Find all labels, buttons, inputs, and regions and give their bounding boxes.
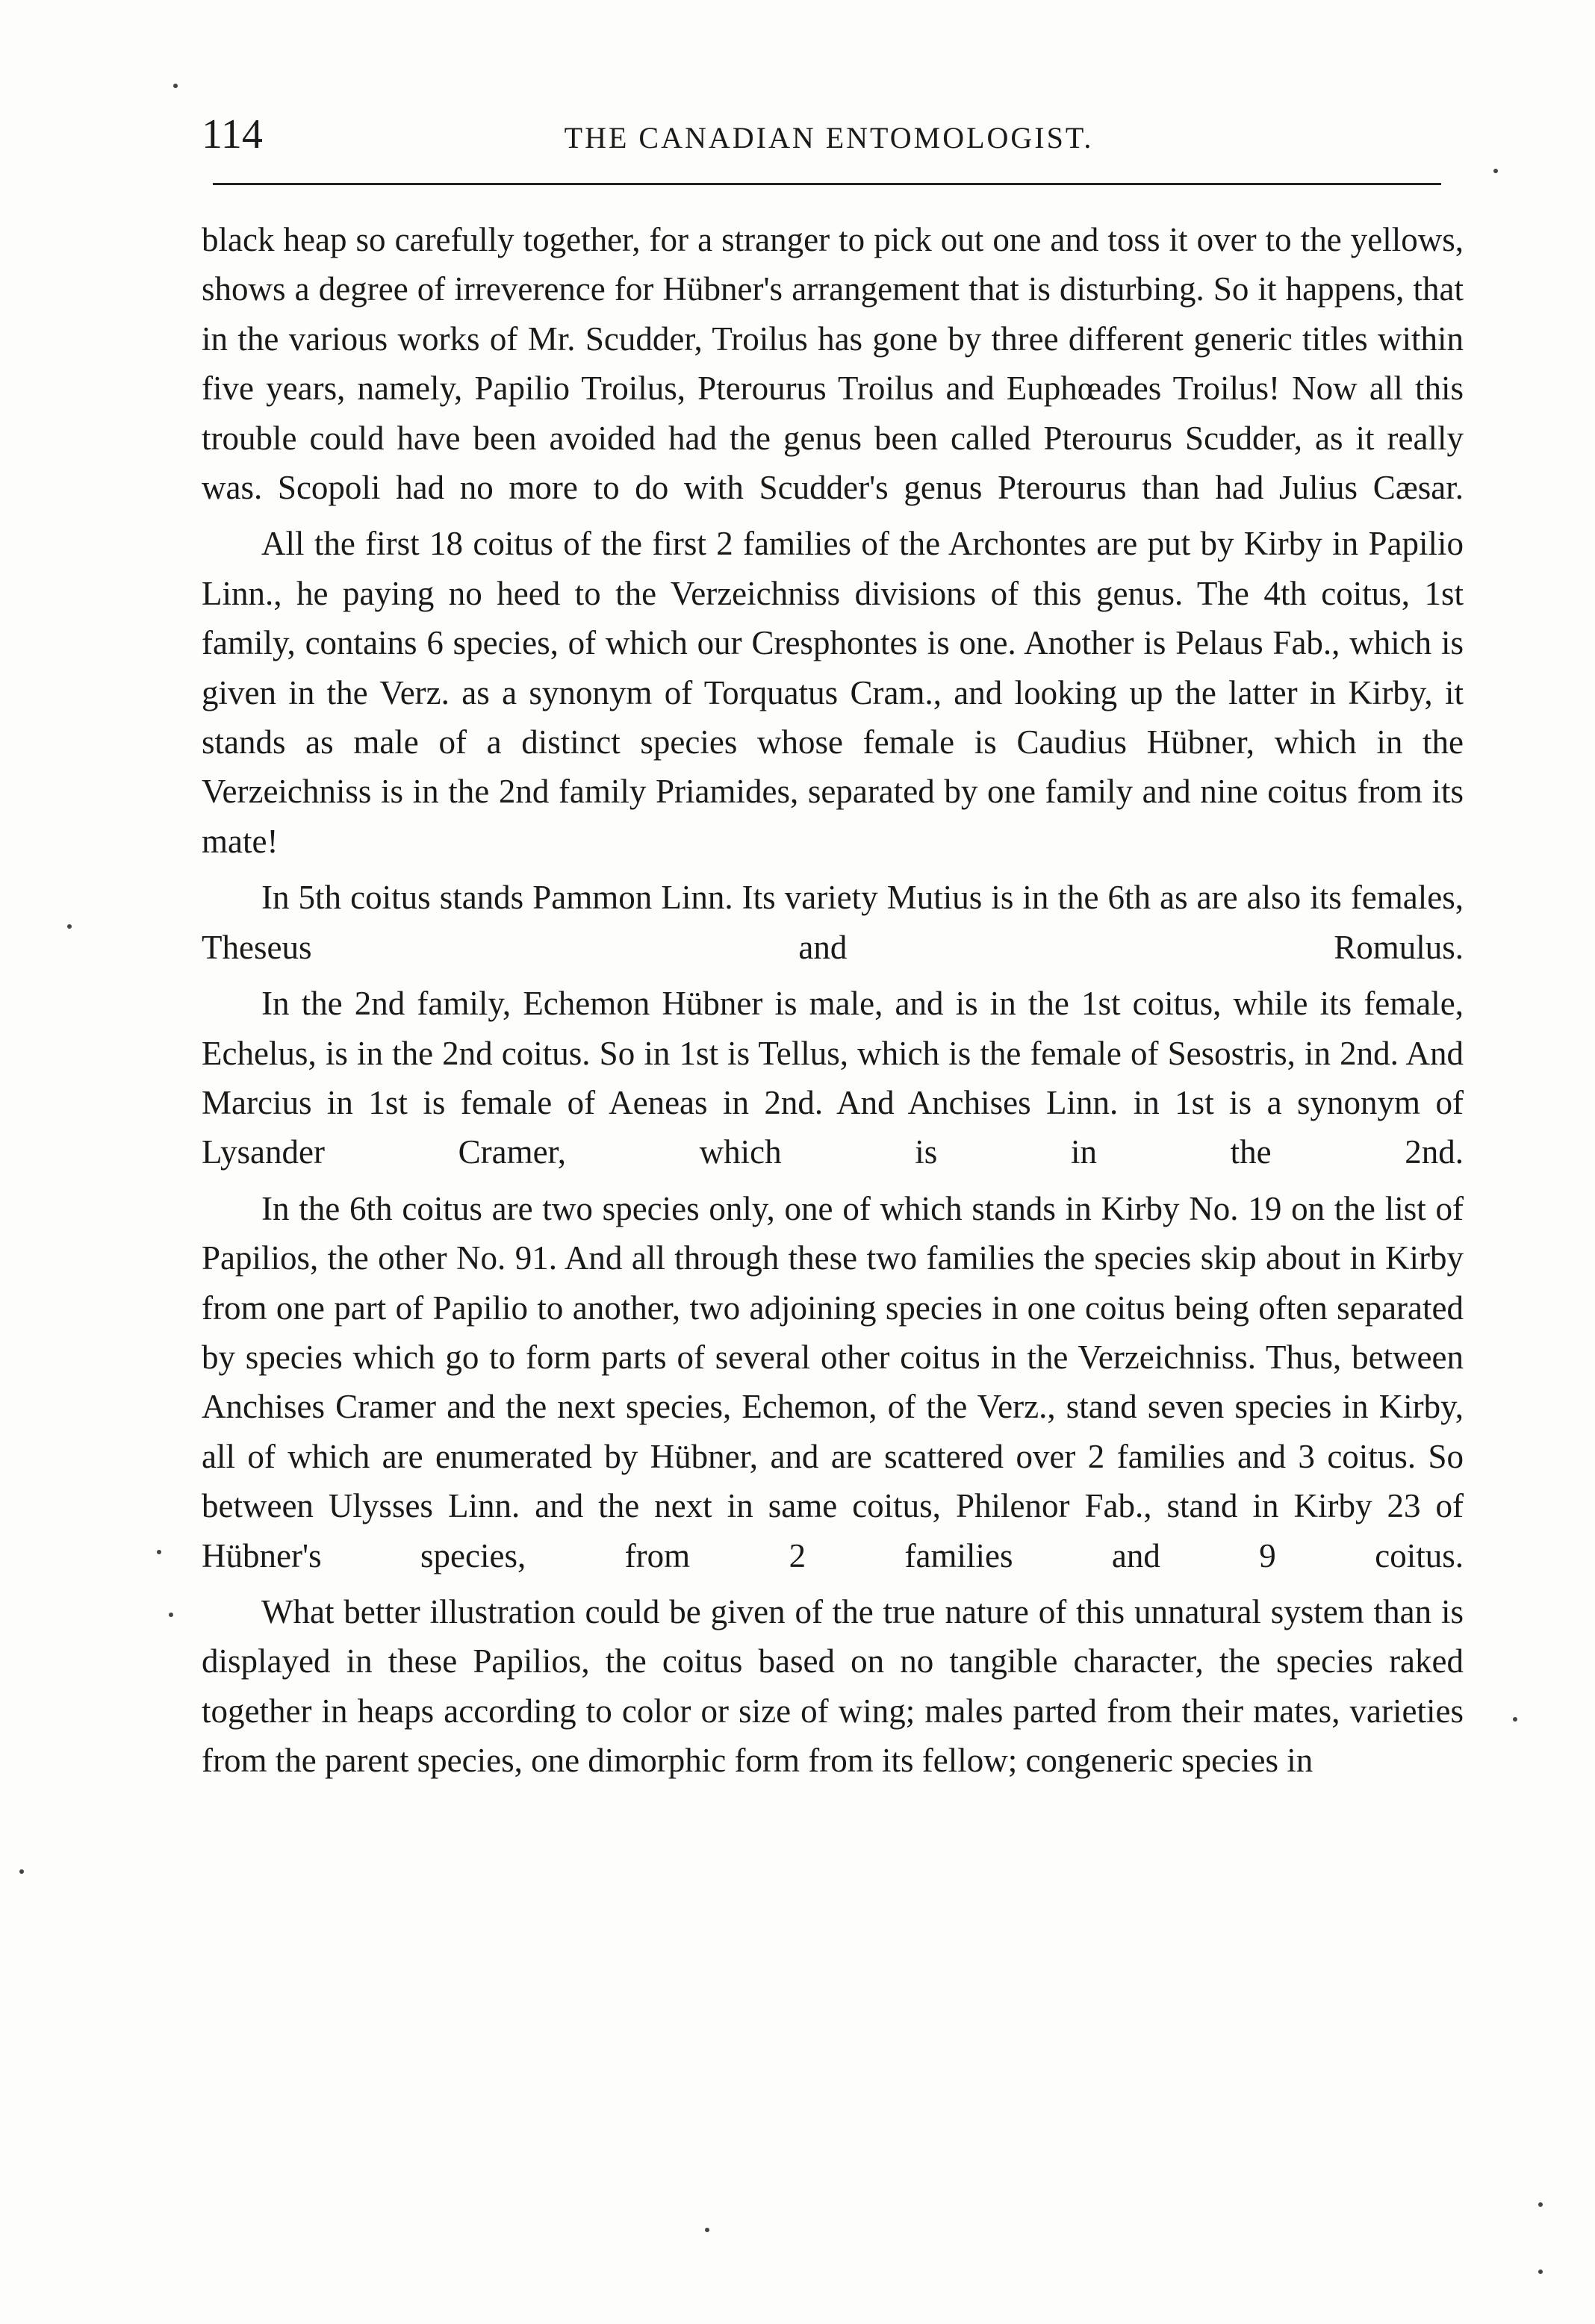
scan-speck [1538,2202,1543,2207]
page-number: 114 [202,111,263,158]
paragraph: All the first 18 coitus of the first 2 families of the Archontes are put by Kirby in Papilio Linn., he paying no heed to the Verzeichniss divisions of this genus. The 4th coitus, 1st family, contains 6 species, of which our Cresphontes is one. Another is Pelaus Fab., which is given in the Verz. as a synonym of Torquatus Cram., and looking up the latter in Kirby, it stands as male of a distinct species whose female is Caudius Hübner, which in the Verzeichniss is in the 2nd family Priamides, separated by one family and nine coitus from its mate! [202,525,1464,860]
paragraph: In the 6th coitus are two species only, one of which stands in Kirby No. 19 on the list of Papilios, the other No. 91. And all through these two families the species skip about in Kirby from one part of Papilio to another, two adjoining species in one coitus being often separated by species which go to form parts of several other coitus in the Verzeichniss. Thus, between Anchises Cramer and the next species, Echemon, of the Verz., stand seven species in Kirby, all of which are enumerated by Hübner, and are scattered over 2 families and 3 coitus. So between Ulysses Linn. and the next in same coitus, Philenor Fab., stand in Kirby 23 of Hübner's species, from 2 families and 9 coitus. [202,1189,1464,1574]
running-title: THE CANADIAN ENTOMOLOGIST. [564,121,1094,155]
scan-speck [169,1613,173,1617]
scan-speck [1513,1717,1517,1722]
paragraph: black heap so carefully together, for a stranger to pick out one and toss it over to the yellows, shows a degree of irreverence for Hübner's arrangement that is disturbing. So it happens, that in the various works of Mr. Scudder, Troilus has gone by three different generic titles within five years, namely, Papilio Troilus, Pterourus Troilus and Euphœades Troilus! Now all this trouble could have been avoided had the genus been called Pterourus Scudder, as it really was. Scopoli had no more to do with Scudder's genus Pterourus than had Julius Cæsar. [202,221,1464,507]
page-header [202,105,1456,179]
header-rule [213,183,1441,185]
scan-speck [157,1550,161,1554]
scan-speck [1493,169,1498,173]
paragraph: In 5th coitus stands Pammon Linn. Its variety Mutius is in the 6th as are also its females, Theseus and Romulus. [202,879,1464,966]
paragraph: In the 2nd family, Echemon Hübner is male, and is in the 1st coitus, while its female, Echelus, is in the 2nd coitus. So in 1st is Tellus, which is the female of Sesostris, in 2nd. And Marcius in 1st is female of Aeneas in 2nd. And Anchises Linn. in 1st is a synonym of Lysander Cramer, which is in the 2nd. [202,985,1464,1171]
scan-speck [705,2228,709,2232]
paragraph: What better illustration could be given of the true nature of this unnatural system than is displayed in these Papilios, the coitus based on no tangible character, the species raked together in heaps according to color or size of wing; males parted from their mates, varieties from the parent species, one dimorphic form from its fellow; congeneric species in [202,1592,1464,1780]
scan-speck [19,1869,24,1874]
scan-speck [67,924,72,929]
body-text [202,215,1464,1786]
scan-speck [173,84,178,88]
scan-speck [1538,2270,1543,2274]
